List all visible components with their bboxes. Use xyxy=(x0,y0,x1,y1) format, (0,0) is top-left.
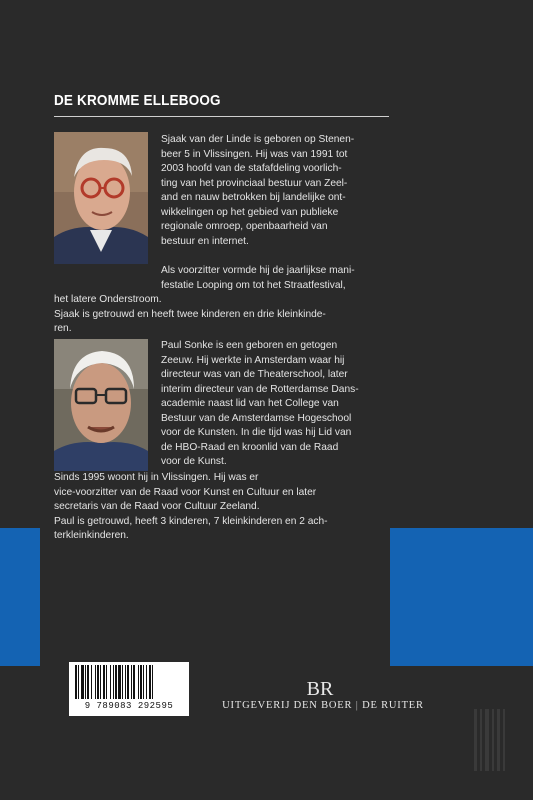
bio-line: interim directeur van de Rotterdamse Dans- xyxy=(161,383,359,395)
bio-line: voor de Kunst. xyxy=(161,456,227,467)
barcode-icon xyxy=(69,662,189,702)
vertical-stripes-icon xyxy=(470,705,510,775)
bio-line: regionale omroep, openbaarheid van xyxy=(161,221,328,232)
bio-line: Paul is getrouwd, heeft 3 kinderen, 7 kleinkinderen en 2 ach- xyxy=(54,515,328,527)
title-rule xyxy=(54,116,389,117)
bio-line: festatie Looping om tot het Straatfestival, xyxy=(161,279,346,291)
blue-band-left xyxy=(0,528,40,666)
publisher-logo xyxy=(306,676,334,700)
bio-line: bestuur en internet. xyxy=(161,235,249,247)
publisher-logo-icon xyxy=(306,676,334,700)
bio-line: Als voorzitter vormde hij de jaarlijkse mani- xyxy=(161,265,355,276)
author2-bio-full xyxy=(54,471,394,544)
author-photo-paul xyxy=(54,339,148,471)
bio-line: directeur was van de Theaterschool, later xyxy=(161,369,348,380)
bio-line: Sinds 1995 woont hij in Vlissingen. Hij was er xyxy=(54,472,259,483)
bio-line: Paul Sonke is een geboren en getogen xyxy=(161,340,338,351)
author1-bio-wrapped xyxy=(161,133,391,249)
publisher-name-left: UITGEVERIJ DEN BOER xyxy=(222,700,353,711)
book-title: DE KROMME ELLEBOOG xyxy=(54,92,221,109)
portrait-older-man-glasses-icon xyxy=(54,339,148,471)
bio-line: 2003 hoofd van de stafafdeling voorlich- xyxy=(161,163,342,174)
portrait-man-glasses-icon xyxy=(54,132,148,264)
author1-bio-full xyxy=(54,264,394,337)
publisher-name xyxy=(200,700,446,711)
bio-line: Zeeuw. Hij werkte in Amsterdam waar hij xyxy=(161,354,345,366)
bio-line: secretaris van de Raad voor Cultuur Zeeland. xyxy=(54,501,260,512)
bio-line: Sjaak van der Linde is geboren op Stenen- xyxy=(161,134,355,145)
publisher-name-right: DE RUITER xyxy=(362,700,424,711)
bio-line: vice-voorzitter van de Raad voor Kunst en Cultuur en later xyxy=(54,486,317,498)
bio-line: voor de Kunsten. In die tijd was hij Lid van xyxy=(161,427,352,438)
bio-line: Bestuur van de Amsterdamse Hogeschool xyxy=(161,412,352,424)
bio-line: het latere Onderstroom. xyxy=(54,294,162,305)
bio-line: de HBO-Raad en kroonlid van de Raad xyxy=(161,441,339,453)
bio-line: and en nauw betrokken bij landelijke ont- xyxy=(161,192,346,203)
author-photo-sjaak xyxy=(54,132,148,264)
bio-line: Sjaak is getrouwd en heeft twee kinderen en drie kleinkinde- xyxy=(54,308,326,320)
bio-line: ren. xyxy=(54,323,72,334)
bio-line: academie naast lid van het College van xyxy=(161,398,339,409)
bio-line: beer 5 in Vlissingen. Hij was van 1991 tot xyxy=(161,148,348,160)
publisher-logo-letters: BR xyxy=(306,678,334,700)
vertical-mark xyxy=(470,705,510,775)
blue-band-right xyxy=(390,528,533,666)
isbn-number: 9 789083 292595 xyxy=(84,701,174,711)
bio-line: ting van het provinciaal bestuur van Zeel- xyxy=(161,177,348,189)
publisher-separator: | xyxy=(355,700,359,711)
author2-bio-wrapped xyxy=(161,339,391,470)
bio-line: terkleinkinderen. xyxy=(54,530,129,541)
bio-line: wikkelingen op het gebied van publieke xyxy=(161,206,339,218)
